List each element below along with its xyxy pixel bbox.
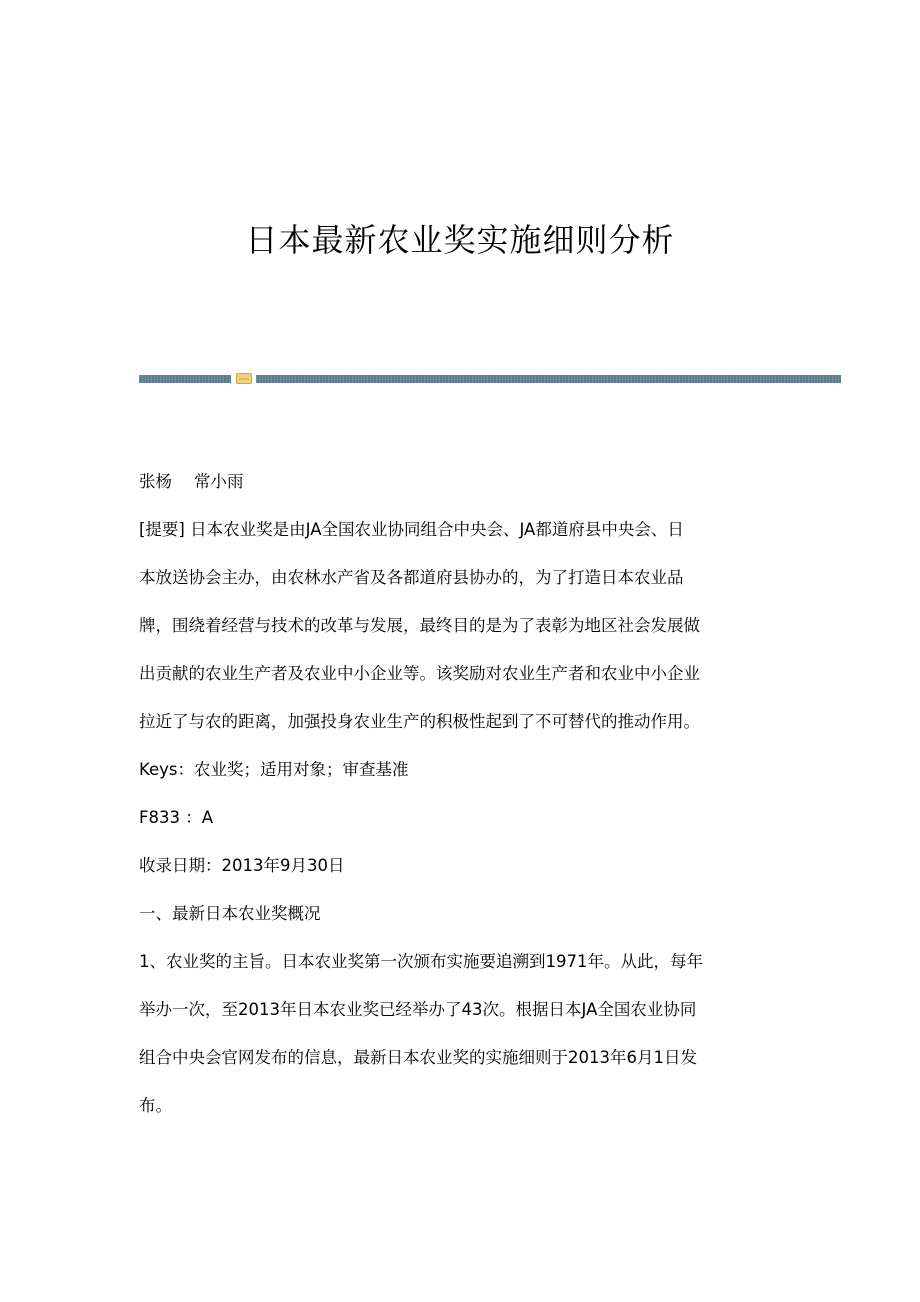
divider-emblem-icon xyxy=(236,373,252,384)
abstract xyxy=(139,518,781,734)
paragraph-line: 组合中央会官网发布的信息，最新日本农业奖的实施细则于2013年6月1日发 xyxy=(139,1048,697,1067)
document-title: 日本最新农业奖实施细则分析 xyxy=(245,221,675,259)
classification-code: F833 ：A xyxy=(139,808,214,827)
author-name: 常小雨 xyxy=(194,472,244,491)
keywords: Keys：农业奖；适用对象；审查基准 xyxy=(139,760,409,779)
author-name: 张杨 xyxy=(139,472,172,491)
paragraph xyxy=(139,950,781,1118)
received-date: 收录日期：2013年9月30日 xyxy=(139,856,345,875)
abstract-line: 拉近了与农的距离，加强投身农业生产的积极性起到了不可替代的推动作用。 xyxy=(139,712,700,731)
title-divider-right xyxy=(256,375,841,383)
paragraph-line: 布。 xyxy=(139,1096,172,1115)
paragraph-line: 举办一次，至2013年日本农业奖已经举办了43次。根据日本JA全国农业协同 xyxy=(139,1000,697,1019)
document-body xyxy=(139,470,781,1118)
title-divider-left xyxy=(139,375,231,383)
abstract-line: [提要] 日本农业奖是由JA全国农业协同组合中央会、JA都道府县中央会、日 xyxy=(139,520,684,539)
abstract-line: 牌，围绕着经营与技术的改革与发展，最终目的是为了表彰为地区社会发展做 xyxy=(139,616,700,635)
abstract-line: 本放送协会主办，由农林水产省及各都道府县协办的，为了打造日本农业品 xyxy=(139,568,684,587)
section-heading: 一、最新日本农业奖概况 xyxy=(139,904,321,923)
paragraph-line: 1、农业奖的主旨。日本农业奖第一次颁布实施要追溯到1971年。从此，每年 xyxy=(139,952,703,971)
abstract-line: 出贡献的农业生产者及农业中小企业等。该奖励对农业生产者和农业中小企业 xyxy=(139,664,700,683)
authors xyxy=(139,470,781,494)
